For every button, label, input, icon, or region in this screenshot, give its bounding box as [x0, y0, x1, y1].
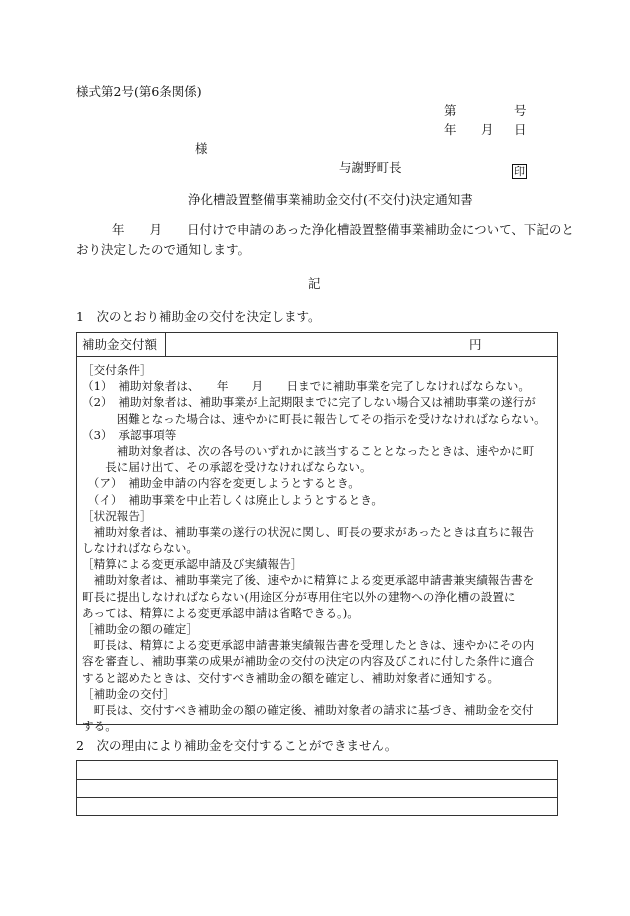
- condition-line: 補助対象者は、次の各号のいずれかに該当することとなったときは、速やかに町: [82, 443, 535, 458]
- condition-line: 長に届け出て、その承認を受けなければならない。: [82, 460, 372, 475]
- doc-number-prefix: 第: [444, 103, 457, 118]
- reason-table: [76, 760, 558, 816]
- seal-text: 印: [514, 165, 525, 178]
- condition-line: （イ） 補助事業を中止若しくは廃止しようとするとき。: [82, 492, 383, 507]
- condition-line: 町長は、交付すべき補助金の額の確定後、補助対象者の請求に基づき、補助金を交付: [82, 702, 534, 717]
- condition-line: ［補助金の額の確定］: [82, 622, 198, 636]
- condition-line: 町長に提出しなければならない(用途区分が専用住宅以外の建物への浄化槽の設置に: [82, 589, 516, 604]
- condition-line: 容を審査し、補助事業の成果が補助金の交付の決定の内容及びこれに付した条件に適合: [82, 654, 535, 669]
- document-title: 浄化槽設置整備事業補助金交付(不交付)決定通知書: [188, 192, 473, 207]
- condition-line: 補助対象者は、補助事業の遂行の状況に関し、町長の要求があったときは直ちに報告: [82, 524, 535, 539]
- doc-number-suffix: 号: [514, 103, 527, 118]
- condition-line: しなければならない。: [82, 541, 198, 556]
- reason-row-divider: [76, 797, 558, 798]
- intro-line-1: 年 月 日付けで申請のあった浄化槽設置整備事業補助金について、下記のと: [112, 222, 574, 237]
- condition-line: （ア） 補助金申請の内容を変更しようとするとき。: [82, 476, 360, 491]
- ki-heading: 記: [308, 276, 321, 291]
- section-2-heading: 2 次の理由により補助金を交付することができません。: [76, 738, 398, 753]
- condition-line: する。: [82, 719, 117, 734]
- seal-mark: [512, 160, 527, 179]
- intro-line-2: おり決定したので通知します。: [76, 242, 251, 257]
- date-year: 年: [444, 122, 457, 137]
- sender-name: 与謝野町長: [339, 160, 402, 175]
- condition-line: あっては、精算による変更承認申請は省略できる。)。: [82, 605, 359, 620]
- amount-label: 補助金交付額: [82, 337, 158, 352]
- condition-line: （1） 補助対象者は、 年 月 日までに補助事業を完了しなければならない。: [82, 379, 530, 394]
- table-row-divider: [76, 356, 558, 357]
- table-column-divider: [165, 332, 166, 356]
- addressee-suffix: 様: [195, 141, 208, 156]
- condition-line: すると認めたときは、交付すべき補助金の額を確定し、補助対象者に通知する。: [82, 670, 500, 685]
- condition-line: ［精算による変更承認申請及び実績報告］: [82, 557, 303, 572]
- condition-line: ［交付条件］: [82, 363, 152, 377]
- condition-line: 補助対象者は、補助事業完了後、速やかに精算による変更承認申請書兼実績報告書を: [82, 573, 535, 588]
- condition-line: 困難となった場合は、速やかに町長に報告してその指示を受けなければならない。: [82, 411, 546, 426]
- condition-line: 町長は、精算による変更承認申請書兼実績報告書を受理したときは、速やかにその内: [82, 638, 535, 653]
- condition-line: ［補助金の交付］: [82, 686, 175, 701]
- section-1-heading: 1 次のとおり補助金の交付を決定します。: [76, 309, 321, 324]
- date-month: 月: [481, 122, 494, 137]
- condition-line: （2） 補助対象者は、補助事業が上記期限までに完了しない場合又は補助事業の遂行が: [82, 395, 536, 410]
- reason-row-divider: [76, 779, 558, 780]
- condition-line: （3） 承認事項等: [82, 427, 177, 442]
- form-number: 様式第2号(第6条関係): [76, 84, 202, 99]
- condition-line: ［状況報告］: [82, 508, 152, 523]
- date-day: 日: [514, 122, 527, 137]
- amount-unit: 円: [469, 337, 482, 352]
- grant-conditions: [82, 362, 558, 734]
